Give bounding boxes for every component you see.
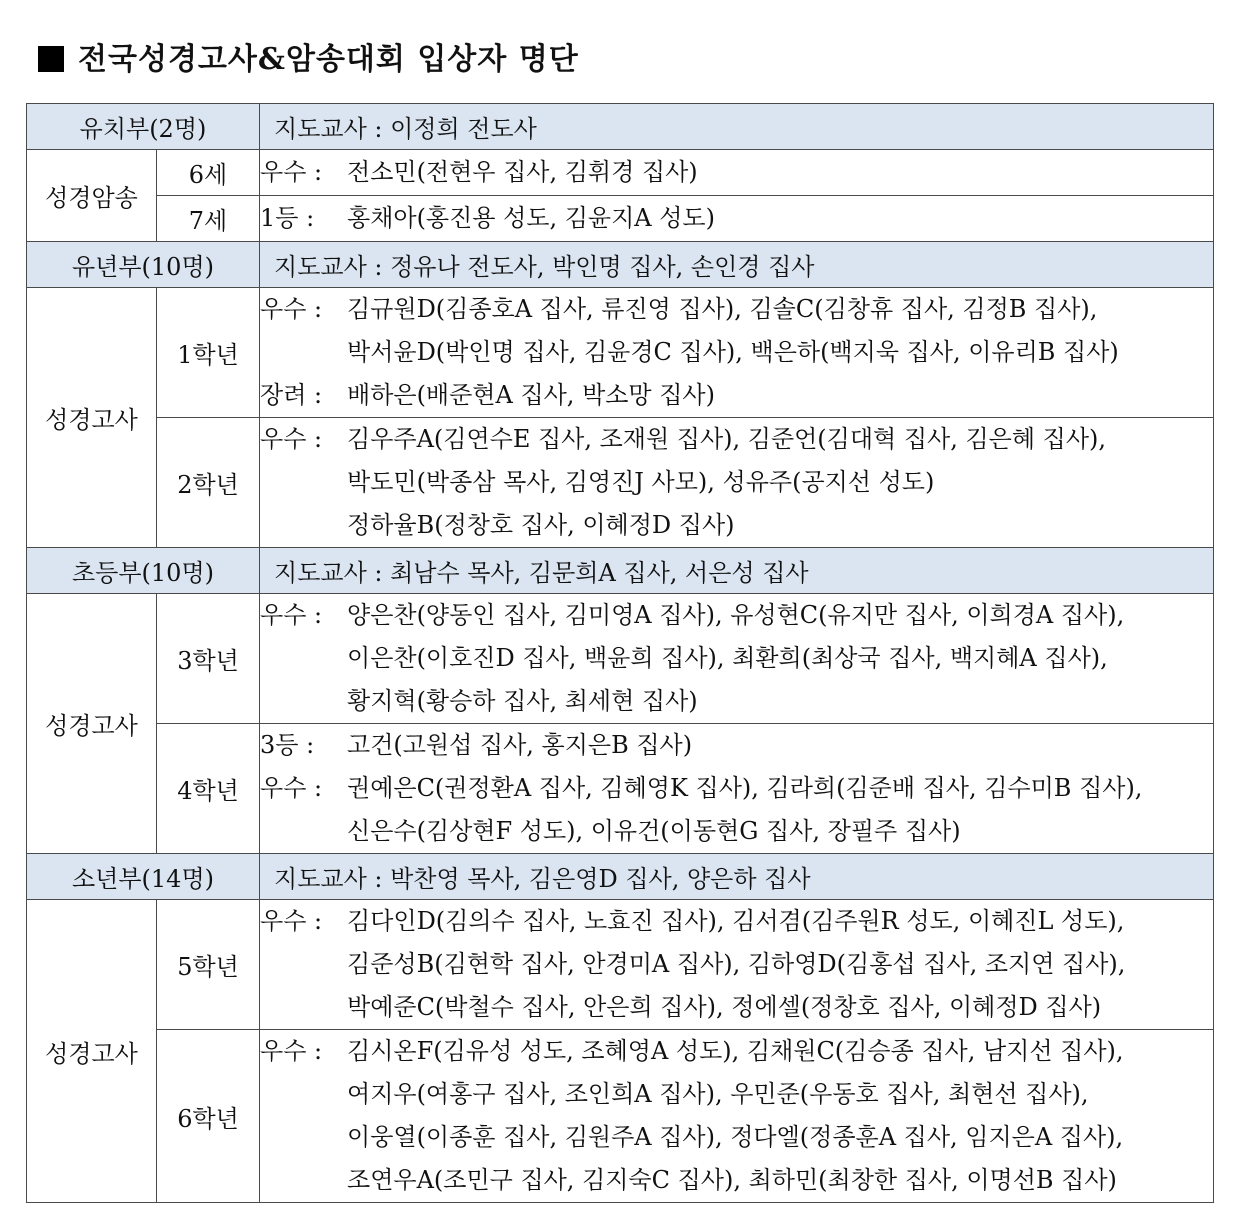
award-line (260, 374, 1213, 417)
award-line (260, 288, 1213, 331)
award-line (260, 197, 1213, 240)
award-label: 3등 : (260, 731, 315, 759)
category-cell: 성경고사 (27, 900, 157, 1203)
award-line (260, 418, 1213, 461)
grade-cell: 6학년 (157, 1030, 260, 1203)
award-names: 신은수(김상현F 성도), 이유건(이동현G 집사, 장필주 집사) (347, 817, 961, 845)
grade-row (27, 196, 1214, 242)
black-square-icon (38, 46, 64, 72)
grade-cell: 3학년 (157, 594, 260, 724)
awards-cell (260, 1030, 1214, 1203)
department-name: 소년부(14명) (27, 854, 260, 900)
award-line (260, 986, 1213, 1029)
department-header-row (27, 548, 1214, 594)
grade-row (27, 288, 1214, 418)
award-line (260, 1030, 1213, 1073)
award-line (260, 1116, 1213, 1159)
award-line (260, 331, 1213, 374)
awards-cell (260, 724, 1214, 854)
award-line (260, 151, 1213, 194)
award-names: 조연우A(조민구 집사, 김지숙C 집사), 최하민(최창한 집사, 이명선B 집사) (347, 1166, 1117, 1194)
award-names: 김규원D(김종호A 집사, 류진영 집사), 김솔C(김창휴 집사, 김정B 집사), (347, 295, 1098, 323)
award-names: 이은찬(이호진D 집사, 백윤희 집사), 최환희(최상국 집사, 백지혜A 집사), (347, 644, 1108, 672)
awards-cell (260, 150, 1214, 196)
award-names: 전소민(전현우 집사, 김휘경 집사) (347, 158, 698, 186)
award-names: 황지혁(황승하 집사, 최세현 집사) (347, 687, 698, 715)
award-label: 우수 : (260, 774, 323, 802)
grade-row (27, 724, 1214, 854)
teacher-list: 지도교사 : 정유나 전도사, 박인명 집사, 손인경 집사 (260, 242, 1214, 288)
category-cell: 성경고사 (27, 594, 157, 854)
department-name: 초등부(10명) (27, 548, 260, 594)
category-cell: 성경고사 (27, 288, 157, 548)
award-line (260, 1159, 1213, 1202)
award-names: 박예준C(박철수 집사, 안은희 집사), 정에셀(정창호 집사, 이혜정D 집사) (347, 993, 1102, 1021)
award-names: 김우주A(김연수E 집사, 조재원 집사), 김준언(김대혁 집사, 김은혜 집사), (347, 425, 1107, 453)
award-line (260, 767, 1213, 810)
page-title (38, 34, 579, 78)
award-names: 박서윤D(박인명 집사, 김윤경C 집사), 백은하(백지욱 집사, 이유리B 집사) (347, 338, 1119, 366)
grade-row (27, 900, 1214, 1030)
teacher-list: 지도교사 : 최남수 목사, 김문희A 집사, 서은성 집사 (260, 548, 1214, 594)
department-name: 유치부(2명) (27, 104, 260, 150)
awardees-table (26, 103, 1214, 1203)
award-label: 우수 : (260, 425, 323, 453)
award-line (260, 637, 1213, 680)
awards-cell (260, 196, 1214, 242)
award-label: 1등 : (260, 204, 315, 232)
award-names: 배하은(배준현A 집사, 박소망 집사) (347, 381, 715, 409)
grade-row (27, 594, 1214, 724)
award-names: 권예은C(권정환A 집사, 김혜영K 집사), 김라희(김준배 집사, 김수미B 집사), (347, 774, 1143, 802)
award-line (260, 504, 1213, 547)
awards-cell (260, 288, 1214, 418)
award-names: 홍채아(홍진용 성도, 김윤지A 성도) (347, 204, 715, 232)
department-header-row (27, 242, 1214, 288)
award-line (260, 810, 1213, 853)
grade-cell: 1학년 (157, 288, 260, 418)
awards-cell (260, 900, 1214, 1030)
award-line (260, 943, 1213, 986)
grade-row (27, 150, 1214, 196)
award-label: 우수 : (260, 158, 323, 186)
award-names: 박도민(박종삼 목사, 김영진J 사모), 성유주(공지선 성도) (347, 468, 935, 496)
award-names: 여지우(여홍구 집사, 조인희A 집사), 우민준(우동호 집사, 최현선 집사), (347, 1080, 1089, 1108)
grade-cell: 5학년 (157, 900, 260, 1030)
department-header-row (27, 104, 1214, 150)
award-line (260, 724, 1213, 767)
teacher-list: 지도교사 : 이정희 전도사 (260, 104, 1214, 150)
award-line (260, 461, 1213, 504)
page-title-text: 전국성경고사&암송대회 입상자 명단 (78, 42, 579, 77)
award-names: 김준성B(김현학 집사, 안경미A 집사), 김하영D(김홍섭 집사, 조지연 집사), (347, 950, 1126, 978)
award-line (260, 900, 1213, 943)
award-names: 양은찬(양동인 집사, 김미영A 집사), 유성현C(유지만 집사, 이희경A 집사), (347, 601, 1125, 629)
grade-cell: 6세 (157, 150, 260, 196)
award-names: 김다인D(김의수 집사, 노효진 집사), 김서겸(김주원R 성도, 이혜진L 성도), (347, 907, 1125, 935)
award-label: 우수 : (260, 601, 323, 629)
award-label: 우수 : (260, 907, 323, 935)
award-names: 정하율B(정창호 집사, 이혜정D 집사) (347, 511, 735, 539)
grade-cell: 2학년 (157, 418, 260, 548)
award-label: 우수 : (260, 1037, 323, 1065)
award-label: 장려 : (260, 381, 323, 409)
grade-cell: 4학년 (157, 724, 260, 854)
award-line (260, 680, 1213, 723)
award-line (260, 1073, 1213, 1116)
awards-cell (260, 418, 1214, 548)
department-header-row (27, 854, 1214, 900)
grade-row (27, 418, 1214, 548)
award-names: 고건(고원섭 집사, 홍지은B 집사) (347, 731, 693, 759)
awards-cell (260, 594, 1214, 724)
teacher-list: 지도교사 : 박찬영 목사, 김은영D 집사, 양은하 집사 (260, 854, 1214, 900)
department-name: 유년부(10명) (27, 242, 260, 288)
grade-cell: 7세 (157, 196, 260, 242)
category-cell: 성경암송 (27, 150, 157, 242)
award-line (260, 594, 1213, 637)
award-names: 김시온F(김유성 성도, 조혜영A 성도), 김채원C(김승종 집사, 남지선 집사), (347, 1037, 1124, 1065)
grade-row (27, 1030, 1214, 1203)
award-label: 우수 : (260, 295, 323, 323)
award-names: 이웅열(이종훈 집사, 김원주A 집사), 정다엘(정종훈A 집사, 임지은A 집사), (347, 1123, 1124, 1151)
